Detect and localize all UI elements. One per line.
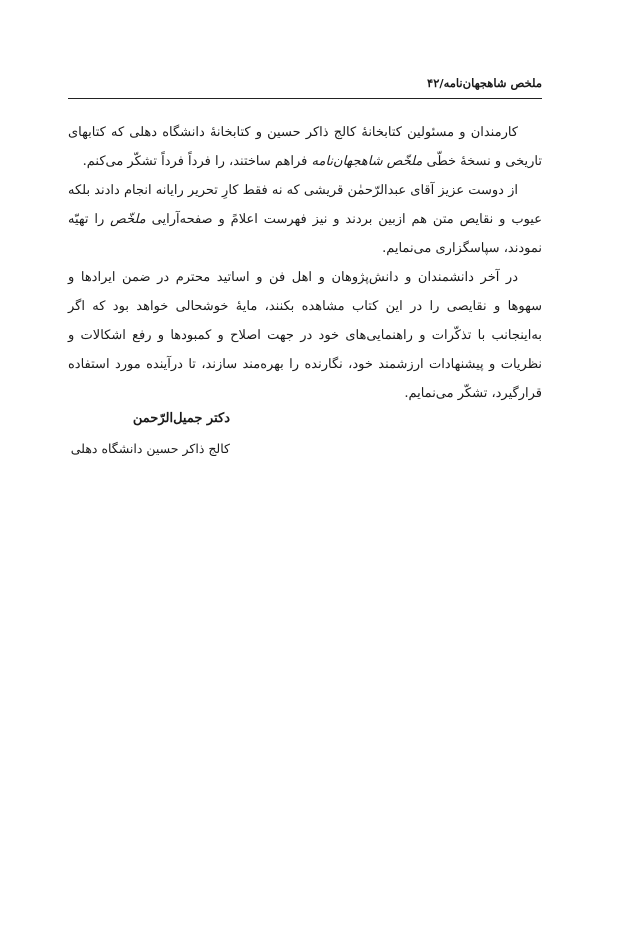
paragraph-request-feedback <box>68 263 542 408</box>
running-head: ملخص شاهجهان‌نامه/۴۲ <box>427 76 542 90</box>
body-text <box>68 118 542 408</box>
paragraph-acknowledgement-friend <box>68 176 542 263</box>
paragraph-text: فراهم ساختند، را فرداً فرداً تشکّر می‌کنم. <box>82 154 312 169</box>
signature-affiliation: کالج ذاکر حسین دانشگاه دهلی <box>70 441 230 456</box>
book-title: ملخّص شاهجهان‌نامه <box>311 154 423 169</box>
page-header <box>68 74 542 99</box>
paragraph-text: از دوست عزیز آقای عبدالرّحمٰن قریشی که نه فقط کارِ تحریر رایانه انجام دادند بلکه عیوب و نقایص متن هم ازبین بردند و نیز فهرست اعلامً و صفحه‌آرایی <box>68 183 542 227</box>
signature-name: دکتر جمیل‌الرّحمن <box>132 411 230 426</box>
paragraph-text: در آخر دانشمندان و دانش‌پژوهان و اهل فن و اساتید محترم در ضمن ایرادها و سهوها و نقایصی را در این کتاب مشاهده بکنند، مایهٔ خوشحالی خواهد بود که اگر به‌اینجانب با تذکّرات و راهنمایی‌های خود در جهت اصلاح و کمبودها و رفع اشکالات و نظریات و پیشنهادات ارزشمند خود، نگارنده را بهره‌مند سازند، تا درآینده مورد استفاده قرارگیرد، تشکّر می‌نمایم. <box>68 270 542 401</box>
book-title: ملخّص <box>110 212 146 227</box>
paragraph-text: را تهیّه نمودند، سپاسگزاری می‌نمایم. <box>68 212 542 256</box>
paragraph-text: کارمندان و مسئولین کتابخانهٔ کالج ذاکر حسین و کتابخانهٔ دانشگاه دهلی که کتابهای تاریخی و نسخهٔ خطّی <box>68 125 542 169</box>
paragraph-acknowledgement-libraries <box>68 118 542 176</box>
